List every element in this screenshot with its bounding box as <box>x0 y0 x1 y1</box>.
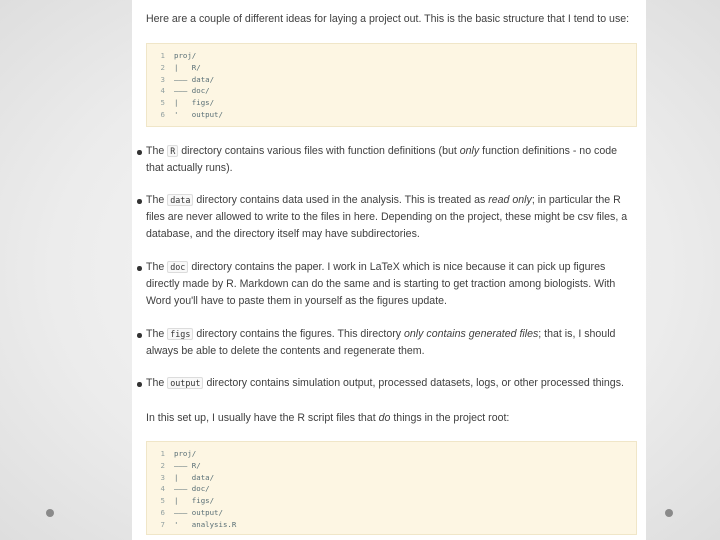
emphasis-text: only <box>459 145 480 157</box>
setup-paragraph <box>146 410 632 427</box>
line-number: 5 <box>160 98 165 108</box>
line-number: 4 <box>160 86 165 96</box>
bullet-text: directory contains data used in the analysis. This is treated as <box>196 194 486 206</box>
bullet-dot <box>137 333 142 338</box>
code-line <box>147 483 636 495</box>
document-page <box>132 0 646 540</box>
line-number: 6 <box>160 507 165 517</box>
code-text: ——— doc/ <box>174 86 210 96</box>
emphasis-text: only contains generated files <box>404 328 539 340</box>
next-slide-dot[interactable] <box>665 509 673 517</box>
code-text: | figs/ <box>174 98 215 108</box>
code-line <box>147 109 636 121</box>
code-line <box>147 460 636 472</box>
code-line <box>147 495 636 507</box>
code-output: output <box>167 377 203 389</box>
code-text: | data/ <box>174 472 215 482</box>
bullet-r-directory <box>146 143 632 177</box>
line-number: 5 <box>160 496 165 506</box>
emphasis-text: do <box>378 412 391 424</box>
code-line <box>147 448 636 460</box>
code-text: | figs/ <box>174 496 215 506</box>
code-doc: doc <box>167 261 188 273</box>
code-block-structure-1 <box>146 43 637 127</box>
line-number: 3 <box>160 472 165 482</box>
code-text: proj/ <box>174 449 197 458</box>
bullet-text: The <box>146 145 165 157</box>
bullet-dot <box>137 266 142 271</box>
line-number: 7 <box>160 519 165 529</box>
bullet-text: The <box>146 328 165 340</box>
bullet-text: directory contains various files with function definitions (but <box>181 145 457 157</box>
code-text: ——— data/ <box>174 74 215 84</box>
paragraph-text: things in the project root: <box>393 412 510 424</box>
line-number: 1 <box>160 51 165 60</box>
code-line <box>147 62 636 74</box>
bullet-doc-directory <box>146 259 632 309</box>
bullet-text: ; that is, I should always be able to delete the contents and regenerate them. <box>146 328 616 357</box>
code-text: ——— output/ <box>174 507 223 517</box>
code-text: proj/ <box>174 51 197 60</box>
bullet-text: function definitions - no code that actually runs). <box>146 145 618 174</box>
code-text: ' output/ <box>174 109 223 119</box>
bullet-text: The <box>146 194 165 206</box>
code-block-structure-2 <box>146 441 637 535</box>
bullet-figs-directory <box>146 326 632 360</box>
line-number: 3 <box>160 74 165 84</box>
code-text: ——— R/ <box>174 460 201 470</box>
code-line <box>147 74 636 86</box>
paragraph-text: In this set up, I usually have the R script files that <box>146 412 376 424</box>
code-line <box>147 519 636 531</box>
line-number: 6 <box>160 109 165 119</box>
bullet-text: directory contains the figures. This directory <box>196 328 402 340</box>
line-number: 2 <box>160 460 165 470</box>
code-text: ' analysis.R <box>174 519 237 529</box>
bullet-output-directory <box>146 375 632 392</box>
bullet-data-directory <box>146 192 632 242</box>
prev-slide-dot[interactable] <box>46 509 54 517</box>
code-line <box>147 472 636 484</box>
line-number: 2 <box>160 62 165 72</box>
bullet-dot <box>137 199 142 204</box>
code-line <box>147 50 636 62</box>
code-line <box>147 97 636 109</box>
bullet-dot <box>137 382 142 387</box>
code-text: | R/ <box>174 62 201 72</box>
bullet-text: The <box>146 377 165 389</box>
bullet-text: ; in particular the R files are never allowed to write to the files in here. Depending on the project, these might be csv files, a database, and the directory itself may have subdirectories. <box>146 194 628 240</box>
bullet-text: directory contains the paper. I work in LaTeX which is nice because it can pick up figures directly made by R. Markdown can do the same and is starting to get traction among biologists. With Word you'll have to paste them in yourself as the figures update. <box>146 261 616 307</box>
code-line <box>147 85 636 97</box>
code-text: ——— doc/ <box>174 484 210 494</box>
line-number: 1 <box>160 449 165 458</box>
bullet-dot <box>137 150 142 155</box>
bullet-text: directory contains simulation output, processed datasets, logs, or other processed things. <box>206 377 624 389</box>
code-figs: figs <box>167 328 193 340</box>
code-r: R <box>167 145 178 157</box>
line-number: 4 <box>160 484 165 494</box>
code-data: data <box>167 194 193 206</box>
code-line <box>147 507 636 519</box>
intro-paragraph: Here are a couple of different ideas for laying a project out. This is the basic structure that I tend to use: <box>146 13 630 25</box>
emphasis-text: read only <box>488 194 532 206</box>
bullet-text: The <box>146 261 165 273</box>
